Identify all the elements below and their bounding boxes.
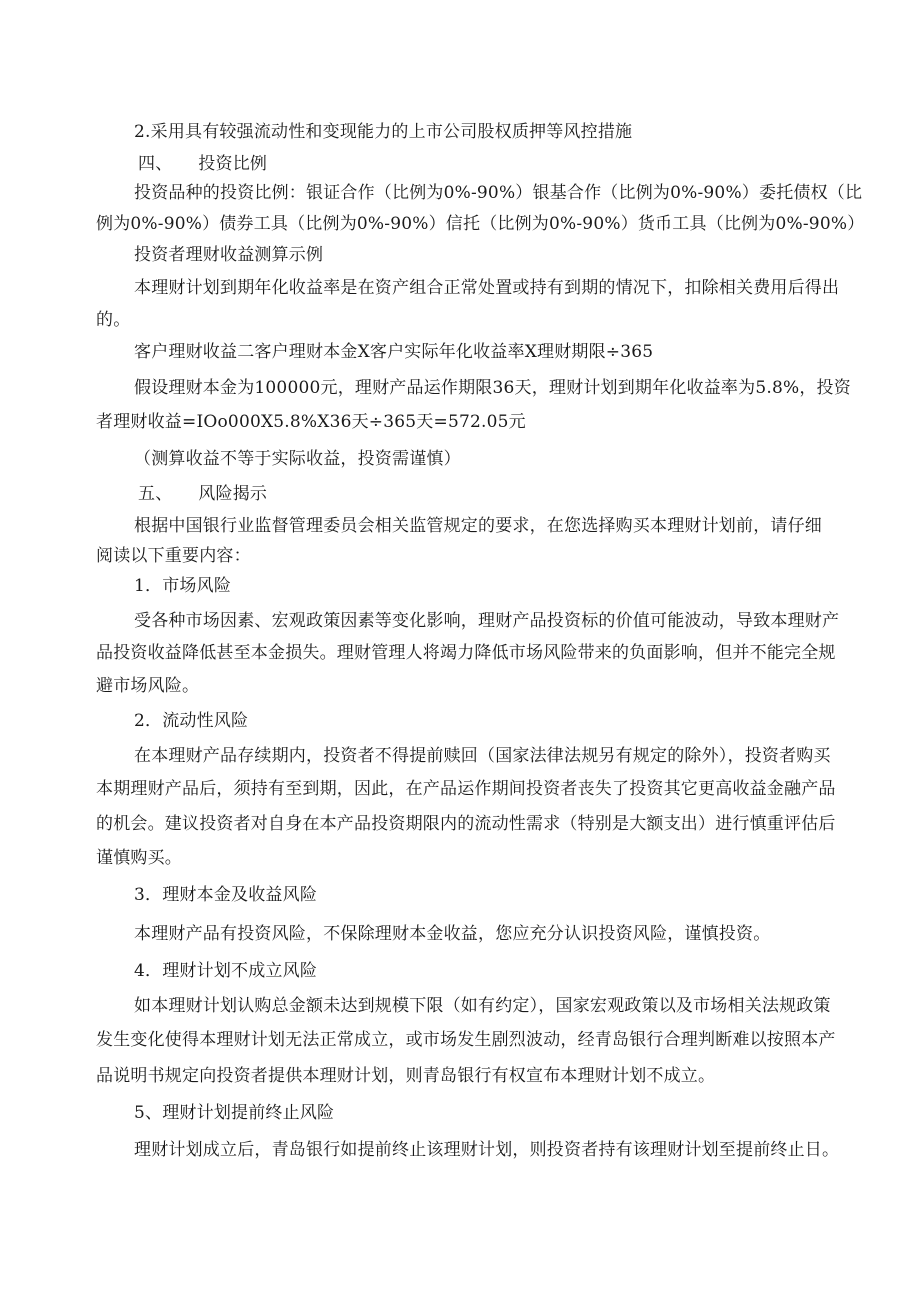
risk-heading-principal: 3．理财本金及收益风险 <box>134 885 318 905</box>
risk-intro-line: 根据中国银行业监督管理委员会相关监管规定的要求，在您选择购买本理财计划前，请仔细 <box>134 516 822 536</box>
example-paragraph-line: 的。 <box>96 310 131 330</box>
example-heading: 投资者理财收益测算示例 <box>134 245 324 265</box>
example-paragraph-line: 本理财计划到期年化收益率是在资产组合正常处置或持有到期的情况下，扣除相关费用后得出 <box>134 278 840 298</box>
risk-text-line: 本期理财产品后，须持有至到期，因此，在产品运作期间投资者丧失了投资其它更高收益金融产品 <box>96 779 836 799</box>
example-paragraph-line: 者理财收益=IOo000X5.8%X36天÷365天=572.05元 <box>96 412 526 432</box>
risk-text-line: 发生变化使得本理财计划无法正常成立，或市场发生剧烈波动，经青岛银行合理判断难以按照本产 <box>96 1030 836 1050</box>
risk-heading-market: 1．市场风险 <box>134 576 232 596</box>
risk-text-line: 谨慎购买。 <box>96 848 182 868</box>
risk-text-line: 本理财产品有投资风险，不保除理财本金收益，您应充分认识投资风险，谨慎投资。 <box>134 924 771 944</box>
measure-item-2: 2.采用具有较强流动性和变现能力的上市公司股权质押等风控措施 <box>134 122 633 142</box>
risk-text-line: 品说明书规定向投资者提供本理财计划，则青岛银行有权宣布本理财计划不成立。 <box>96 1066 716 1086</box>
section-5-heading: 五、 风险揭示 <box>138 484 268 504</box>
risk-text-line: 避市场风险。 <box>96 676 200 696</box>
risk-text-line: 受各种市场因素、宏观政策因素等变化影响，理财产品投资标的价值可能波动，导致本理财产 <box>134 611 840 631</box>
risk-text-line: 品投资收益降低甚至本金损失。理财管理人将竭力降低市场风险带来的负面影响，但并不能完全规 <box>96 643 836 663</box>
risk-text-line: 的机会。建议投资者对自身在本产品投资期限内的流动性需求（特别是大额支出）进行慎重评估后 <box>96 814 836 834</box>
ratio-line: 投资品种的投资比例：银证合作（比例为0%-90%）银基合作（比例为0%-90%）委托债权（比 <box>134 183 863 203</box>
risk-heading-non-establishment: 4．理财计划不成立风险 <box>134 961 318 981</box>
risk-heading-early-termination: 5、理财计划提前终止风险 <box>134 1103 335 1123</box>
risk-text-line: 如本理财计划认购总金额未达到规模下限（如有约定），国家宏观政策以及市场相关法规政策 <box>134 996 831 1016</box>
section-4-heading: 四、 投资比例 <box>138 154 268 174</box>
risk-intro-line: 阅读以下重要内容： <box>96 546 251 566</box>
risk-heading-liquidity: 2．流动性风险 <box>134 711 249 731</box>
risk-text-line: 理财计划成立后，青岛银行如提前终止该理财计划，则投资者持有该理财计划至提前终止日。 <box>134 1140 840 1160</box>
disclaimer-note: （测算收益不等于实际收益，投资需谨慎） <box>134 449 461 469</box>
risk-text-line: 在本理财产品存续期内，投资者不得提前赎回（国家法律法规另有规定的除外），投资者购买 <box>134 746 831 766</box>
ratio-line: 例为0%-90%）债券工具（比例为0%-90%）信托（比例为0%-90%）货币工具（比例为0%-90%） <box>96 214 865 234</box>
return-formula: 客户理财收益二客户理财本金X客户实际年化收益率X理财期限÷365 <box>134 342 654 362</box>
example-paragraph-line: 假设理财本金为100000元，理财产品运作期限36天，理财计划到期年化收益率为5.8%，投资 <box>134 378 851 398</box>
